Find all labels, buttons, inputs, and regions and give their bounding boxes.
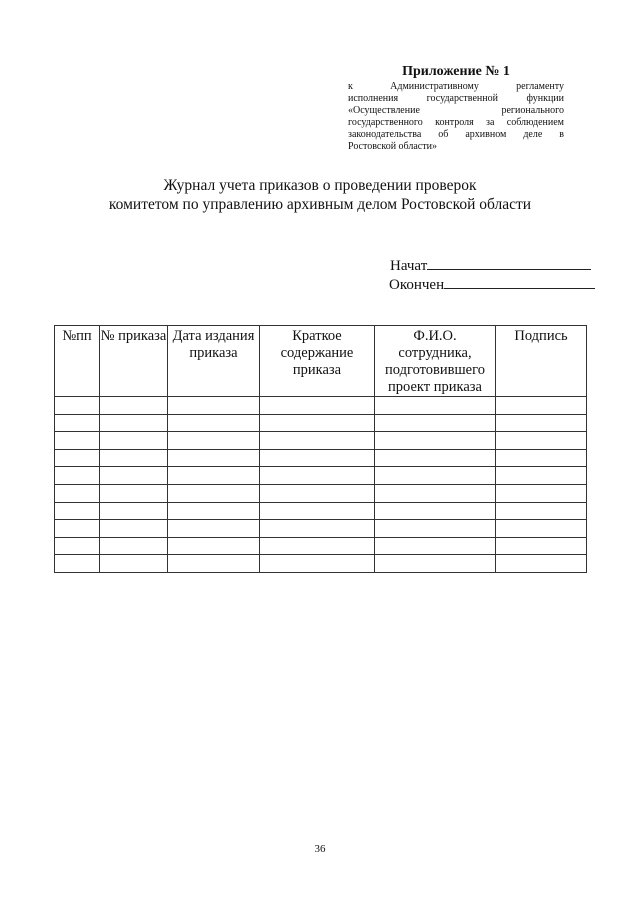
table-cell[interactable] bbox=[100, 502, 168, 520]
table-row bbox=[55, 449, 587, 467]
started-label: Начат bbox=[390, 258, 428, 274]
table-cell[interactable] bbox=[168, 397, 260, 415]
table-cell[interactable] bbox=[168, 502, 260, 520]
table-row bbox=[55, 555, 587, 573]
table-cell[interactable] bbox=[496, 449, 587, 467]
journal-title-line: Журнал учета приказов о проведении проверок bbox=[163, 177, 477, 194]
table-cell[interactable] bbox=[496, 537, 587, 555]
table-header-row bbox=[55, 326, 587, 397]
table-cell[interactable] bbox=[168, 432, 260, 450]
table-cell[interactable] bbox=[496, 397, 587, 415]
table-cell[interactable] bbox=[100, 555, 168, 573]
table-cell[interactable] bbox=[260, 484, 375, 502]
table-cell[interactable] bbox=[260, 502, 375, 520]
table-cell[interactable] bbox=[375, 467, 496, 485]
table-cell[interactable] bbox=[100, 520, 168, 538]
appendix-title: Приложение № 1 bbox=[402, 64, 510, 79]
table-cell[interactable] bbox=[100, 537, 168, 555]
column-header-order-number: № приказа bbox=[100, 326, 168, 397]
table-cell[interactable] bbox=[375, 432, 496, 450]
table-cell[interactable] bbox=[55, 467, 100, 485]
table-cell[interactable] bbox=[496, 555, 587, 573]
table-cell[interactable] bbox=[100, 414, 168, 432]
table-cell[interactable] bbox=[55, 397, 100, 415]
journal-title bbox=[60, 176, 580, 214]
table-cell[interactable] bbox=[55, 432, 100, 450]
appendix-line: Ростовской области» bbox=[348, 141, 437, 152]
table-cell[interactable] bbox=[260, 449, 375, 467]
table-cell[interactable] bbox=[55, 520, 100, 538]
table-cell[interactable] bbox=[100, 449, 168, 467]
appendix-line: государственного контроля за соблюдением bbox=[348, 117, 564, 128]
table-cell[interactable] bbox=[55, 484, 100, 502]
journal-table bbox=[54, 325, 587, 573]
table-row bbox=[55, 537, 587, 555]
table-cell[interactable] bbox=[375, 449, 496, 467]
table-cell[interactable] bbox=[100, 397, 168, 415]
table-cell[interactable] bbox=[168, 484, 260, 502]
journal-title-line: комитетом по управлению архивным делом Ростовской области bbox=[108, 196, 532, 213]
appendix-line: «Осуществление регионального bbox=[348, 105, 564, 116]
table-cell[interactable] bbox=[375, 414, 496, 432]
column-header-summary: Краткое содержание приказа bbox=[260, 326, 375, 397]
table-row bbox=[55, 414, 587, 432]
table-body bbox=[55, 397, 587, 573]
table-cell[interactable] bbox=[100, 484, 168, 502]
table-cell[interactable] bbox=[375, 502, 496, 520]
appendix-block bbox=[348, 64, 564, 153]
table-cell[interactable] bbox=[100, 432, 168, 450]
column-header-signature: Подпись bbox=[496, 326, 587, 397]
table-cell[interactable] bbox=[496, 432, 587, 450]
table-cell[interactable] bbox=[496, 502, 587, 520]
table-cell[interactable] bbox=[375, 397, 496, 415]
table-cell[interactable] bbox=[375, 555, 496, 573]
table-cell[interactable] bbox=[260, 555, 375, 573]
table-cell[interactable] bbox=[168, 414, 260, 432]
table-cell[interactable] bbox=[168, 449, 260, 467]
table-row bbox=[55, 520, 587, 538]
started-field bbox=[390, 257, 591, 275]
table-cell[interactable] bbox=[260, 414, 375, 432]
table-row bbox=[55, 432, 587, 450]
table-cell[interactable] bbox=[496, 484, 587, 502]
table-row bbox=[55, 397, 587, 415]
table-cell[interactable] bbox=[496, 520, 587, 538]
table-cell[interactable] bbox=[375, 537, 496, 555]
ended-blank-line[interactable] bbox=[444, 276, 595, 289]
table-cell[interactable] bbox=[260, 537, 375, 555]
table-cell[interactable] bbox=[100, 467, 168, 485]
table-cell[interactable] bbox=[55, 555, 100, 573]
table-cell[interactable] bbox=[168, 537, 260, 555]
table-cell[interactable] bbox=[375, 520, 496, 538]
appendix-line: законодательства об архивном деле в bbox=[348, 129, 564, 140]
started-blank-line[interactable] bbox=[427, 257, 591, 270]
table-cell[interactable] bbox=[260, 467, 375, 485]
table-row bbox=[55, 484, 587, 502]
table-cell[interactable] bbox=[496, 414, 587, 432]
column-header-number: №пп bbox=[55, 326, 100, 397]
table-cell[interactable] bbox=[168, 467, 260, 485]
ended-field bbox=[389, 276, 595, 294]
table-cell[interactable] bbox=[168, 555, 260, 573]
table-cell[interactable] bbox=[55, 414, 100, 432]
table-cell[interactable] bbox=[168, 520, 260, 538]
appendix-line: к Административному регламенту bbox=[348, 81, 564, 92]
table-cell[interactable] bbox=[260, 397, 375, 415]
table-cell[interactable] bbox=[375, 484, 496, 502]
table-cell[interactable] bbox=[55, 449, 100, 467]
table-cell[interactable] bbox=[260, 520, 375, 538]
table-row bbox=[55, 467, 587, 485]
table-cell[interactable] bbox=[55, 537, 100, 555]
ended-label: Окончен bbox=[389, 277, 445, 293]
column-header-issue-date: Дата издания приказа bbox=[168, 326, 260, 397]
table-cell[interactable] bbox=[496, 467, 587, 485]
column-header-employee: Ф.И.О. сотрудника, подготовившего проект приказа bbox=[375, 326, 496, 397]
table-row bbox=[55, 502, 587, 520]
table-cell[interactable] bbox=[55, 502, 100, 520]
table-cell[interactable] bbox=[260, 432, 375, 450]
page-number: 36 bbox=[314, 843, 326, 855]
appendix-line: исполнения государственной функции bbox=[348, 93, 564, 104]
